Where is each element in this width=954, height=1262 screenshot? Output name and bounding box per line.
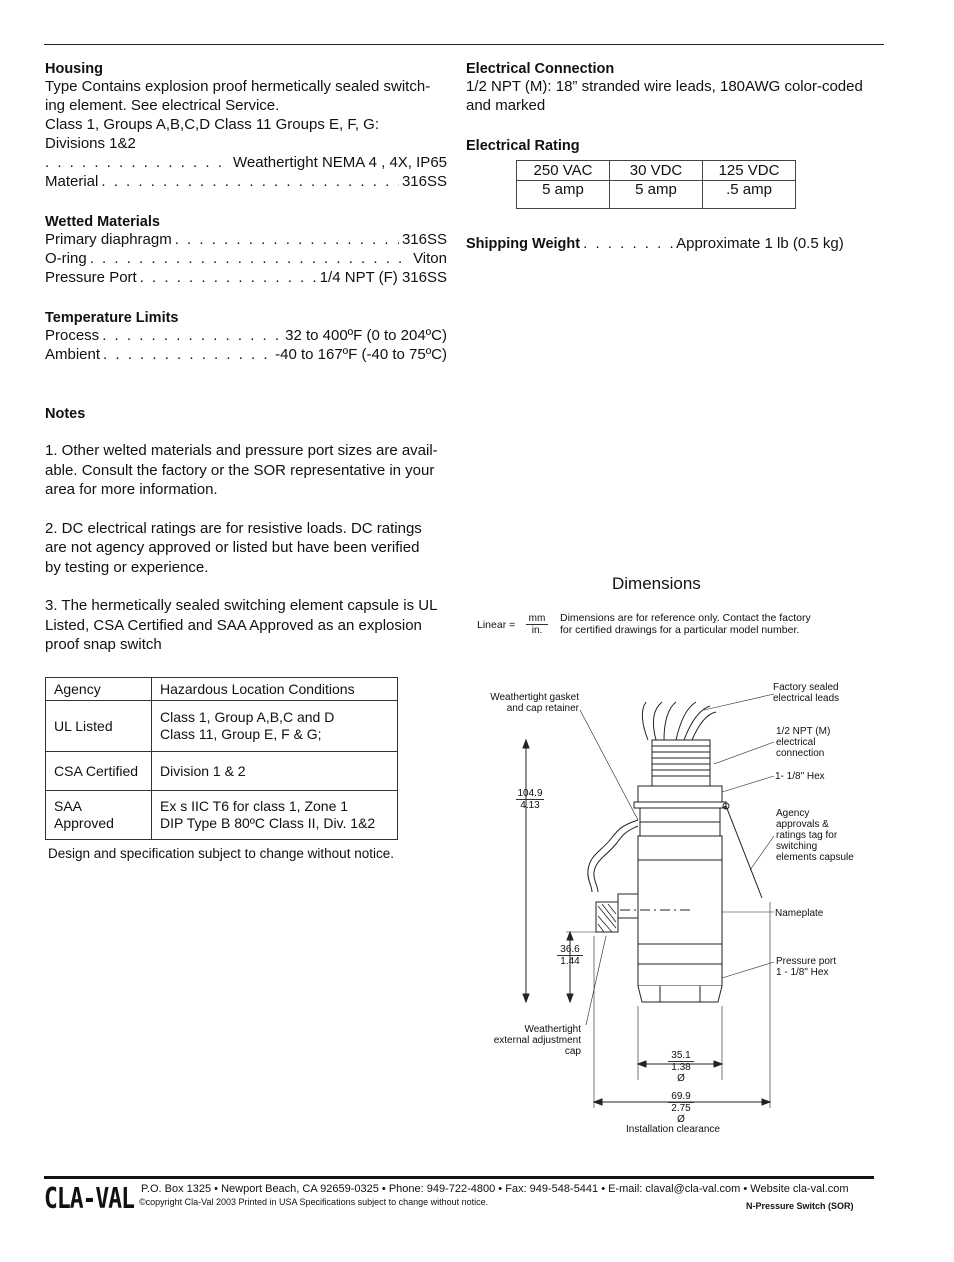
- shipping-weight-label: Shipping Weight: [466, 236, 581, 252]
- wetted-row: [45, 249, 447, 268]
- note-line: for certified drawings for a particular model number.: [560, 624, 800, 636]
- footer-doc-id: N-Pressure Switch (SOR): [746, 1201, 854, 1211]
- dim-in: 1.38: [671, 1062, 691, 1073]
- label-line: switching: [776, 841, 818, 852]
- wire: [654, 702, 662, 740]
- label-line: 1/2 NPT (M): [776, 726, 831, 737]
- wire: [684, 706, 710, 740]
- footer-copyright: ©copyright Cla-Val 2003 Printed in USA Specifications subject to change without notice.: [139, 1197, 489, 1207]
- wetted-heading: Wetted Materials: [45, 214, 160, 230]
- leader-dots: [45, 153, 230, 172]
- hex-label: 1- 1/8" Hex: [775, 771, 825, 782]
- leader-dots: [90, 249, 410, 268]
- table-cell: 30 VDC: [610, 161, 703, 181]
- note-line: 2. DC electrical ratings are for resistive loads. DC ratings: [45, 519, 422, 537]
- cap-dimension: [557, 944, 583, 967]
- note-line: Dimensions are for reference only. Contact the factory: [560, 612, 811, 624]
- cell-line: Class 1, Group A,B,C and D: [160, 709, 335, 725]
- temperature-row: [45, 326, 447, 345]
- dimensions-title: Dimensions: [612, 574, 701, 593]
- electrical-connection-line-2: and marked: [466, 97, 546, 114]
- note-line: 3. The hermetically sealed switching element capsule is UL: [45, 597, 438, 614]
- installation-clearance-label: Installation clearance: [626, 1124, 720, 1135]
- table-row: [517, 161, 796, 181]
- dim-in: 4.13: [520, 800, 540, 811]
- table-row: [46, 791, 398, 840]
- agency-tag-label: [776, 808, 854, 863]
- note-line: 1. Other welted materials and pressure port sizes are avail-: [45, 442, 438, 459]
- table-row: [46, 678, 398, 701]
- table-cell: [46, 791, 152, 840]
- material-value: 316SS: [401, 173, 447, 190]
- agency-tag: [722, 806, 762, 898]
- table-cell: 250 VAC: [517, 161, 610, 181]
- npt-label: [776, 726, 830, 759]
- electrical-connection-line-1: 1/2 NPT (M): 18” stranded wire leads, 180AWG color-coded: [466, 78, 863, 95]
- dim-mm: 36.6: [557, 944, 583, 956]
- gasket-label: [479, 692, 579, 714]
- electrical-connection-heading: Electrical Connection: [466, 61, 615, 77]
- wire: [642, 702, 648, 740]
- linear-label: Linear =: [477, 619, 516, 631]
- wetted-section: [45, 214, 447, 287]
- temperature-value: -40 to 167ºF (-40 to 75ºC): [275, 346, 447, 363]
- wetted-label: O-ring: [45, 250, 87, 267]
- temperature-label: Ambient: [45, 346, 101, 363]
- note-line: able. Consult the factory or the SOR representative in your: [45, 461, 435, 479]
- unit-mm: mm: [526, 613, 548, 625]
- table-cell: UL Listed: [46, 701, 152, 752]
- table-header: Agency: [46, 678, 152, 701]
- height-dimension: [516, 788, 544, 811]
- note-line: by testing or experience.: [45, 558, 209, 576]
- cell-line: Ex s IIC T6 for class 1, Zone 1: [160, 798, 349, 814]
- cell-line: Approved: [54, 815, 114, 831]
- label-line: Pressure port: [776, 956, 837, 967]
- label-line: Weathertight: [524, 1024, 581, 1035]
- note-line: proof snap switch: [45, 636, 162, 653]
- label-line: Agency: [776, 808, 810, 819]
- temperature-label: Process: [45, 327, 100, 344]
- leader-dots: [103, 345, 272, 364]
- material-label: Material: [45, 173, 99, 190]
- shipping-weight-value: Approximate 1 lb (0.5 kg): [676, 235, 844, 252]
- table-row: [46, 752, 398, 791]
- table-cell: .5 amp: [703, 181, 796, 209]
- label-line: Weathertight gasket: [490, 692, 579, 703]
- note-line: are not agency approved or listed but have been verified: [45, 539, 420, 556]
- leader-dots: [175, 230, 399, 249]
- cap-label: [470, 1024, 581, 1057]
- housing-line-3: Class 1, Groups A,B,C,D Class 11 Groups E, F, G:: [45, 116, 380, 133]
- table-cell: [152, 701, 398, 752]
- wire: [692, 712, 716, 740]
- electrical-rating-heading: Electrical Rating: [466, 138, 580, 154]
- housing-section: [45, 61, 447, 191]
- shipping-weight-row: [466, 234, 868, 254]
- wetted-value: 316SS: [401, 231, 447, 248]
- note-1: [45, 441, 465, 500]
- table-cell: Division 1 & 2: [152, 752, 398, 791]
- dim-in: 2.75: [671, 1103, 691, 1114]
- notes-section: [45, 406, 465, 655]
- leader-dots: [102, 326, 282, 345]
- table-cell: CSA Certified: [46, 752, 152, 791]
- table-cell: 5 amp: [610, 181, 703, 209]
- temperature-value: 32 to 400ºF (0 to 204ºC): [285, 327, 447, 344]
- wire: [664, 702, 676, 740]
- electrical-connection-section: [466, 61, 886, 115]
- label-line: Factory sealed: [773, 682, 839, 693]
- cell-line: Class 11, Group E, F & G;: [160, 726, 322, 742]
- label-line: 1 - 1/8" Hex: [776, 967, 829, 978]
- table-cell: 5 amp: [517, 181, 610, 209]
- unit-in: in.: [531, 625, 543, 636]
- label-line: ratings tag for: [776, 830, 838, 841]
- label-line: electrical leads: [773, 693, 840, 704]
- wetted-row: [45, 230, 447, 249]
- housing-line-4: Divisions 1&2: [45, 135, 136, 152]
- housing-heading: Housing: [45, 61, 103, 77]
- dim-mm: 69.9: [668, 1091, 694, 1103]
- leads-label: [773, 682, 839, 704]
- wetted-value: 1/4 NPT (F) 316SS: [319, 269, 447, 286]
- leader-dots: [101, 172, 399, 191]
- agency-footnote: Design and specification subject to change without notice.: [48, 846, 394, 861]
- label-line: elements capsule: [776, 852, 854, 863]
- agency-table: [45, 677, 398, 840]
- note-3: [45, 596, 465, 655]
- cell-line: SAA: [54, 798, 83, 814]
- electrical-rating-table: [516, 160, 796, 209]
- dim-mm: 104.9: [517, 788, 543, 799]
- wetted-label: Primary diaphragm: [45, 231, 172, 248]
- cell-line: DIP Type B 80ºC Class II, Div. 1&2: [160, 815, 376, 831]
- nema-value: Weathertight NEMA 4 , 4X, IP65: [233, 154, 447, 171]
- clearance-dimension: [668, 1091, 694, 1125]
- label-line: connection: [776, 748, 825, 759]
- wetted-label: Pressure Port: [45, 269, 137, 286]
- housing-line-1: Type Contains explosion proof hermetically sealed switch-: [45, 78, 431, 95]
- table-row: [46, 701, 398, 752]
- housing-line-2: ing element. See electrical Service.: [45, 97, 280, 114]
- diameter-symbol: Ø: [677, 1073, 685, 1084]
- temperature-heading: Temperature Limits: [45, 310, 179, 326]
- wetted-row: [45, 268, 447, 287]
- footer-address: P.O. Box 1325 • Newport Beach, CA 92659-0325 • Phone: 949-722-4800 • Fax: 949-548-5441 • E-mail: claval@cla-val.com • Website cla-val.com: [141, 1183, 849, 1195]
- note-2: [45, 519, 465, 578]
- notes-heading: Notes: [45, 406, 86, 422]
- unit-fraction: [526, 613, 548, 636]
- material-row: [45, 172, 447, 191]
- table-cell: [152, 791, 398, 840]
- temperature-row: [45, 345, 447, 364]
- dim-in: 1.44: [560, 956, 580, 967]
- hex-nut: [638, 786, 722, 802]
- leader-dots: [140, 268, 317, 287]
- temperature-section: [45, 310, 447, 364]
- dim-mm: 35.1: [668, 1050, 694, 1062]
- wetted-value: Viton: [413, 250, 447, 267]
- table-row: [517, 181, 796, 209]
- leader-dots: [583, 234, 673, 253]
- label-line: approvals &: [776, 819, 829, 830]
- footer-rule: [44, 1176, 874, 1179]
- nameplate-label: Nameplate: [775, 908, 824, 919]
- label-line: external adjustment: [493, 1035, 581, 1046]
- pressure-port-label: [776, 956, 836, 978]
- label-line: cap: [564, 1046, 581, 1057]
- claval-logo: CLA-VAL: [44, 1183, 134, 1216]
- dimensions-note: [560, 612, 811, 636]
- note-line: area for more information.: [45, 481, 218, 498]
- diameter-dimension: [668, 1050, 694, 1084]
- nema-row: [45, 153, 447, 172]
- table-header: Hazardous Location Conditions: [152, 678, 398, 701]
- label-line: electrical: [776, 737, 816, 748]
- npt-connection: [652, 740, 710, 786]
- table-cell: 125 VDC: [703, 161, 796, 181]
- diameter-symbol: Ø: [677, 1114, 685, 1125]
- top-rule: [44, 44, 884, 45]
- label-line: and cap retainer: [506, 703, 579, 714]
- note-line: Listed, CSA Certified and SAA Approved as an explosion: [45, 616, 422, 634]
